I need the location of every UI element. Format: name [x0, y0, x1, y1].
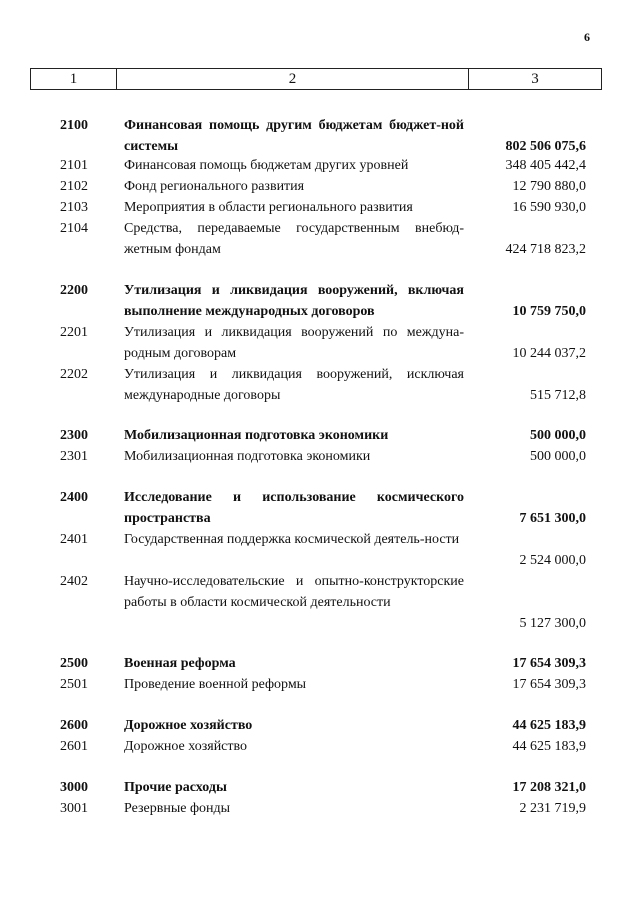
column-header-description: 2	[117, 69, 469, 89]
row-amount: 17 654 309,3	[512, 656, 586, 671]
row-description: Проведение военной реформы	[124, 677, 307, 692]
row-amount: 10 244 037,2	[512, 346, 586, 361]
row-amount: 802 506 075,6	[505, 139, 586, 154]
row-amount: 500 000,0	[530, 428, 586, 443]
row-description: Мероприятия в области регионального развития	[124, 200, 413, 215]
row-code: 2401	[60, 532, 88, 547]
column-header-code: 1	[31, 69, 117, 89]
row-code: 2202	[60, 367, 88, 382]
row-code: 2301	[60, 449, 88, 464]
row-amount: 16 590 930,0	[512, 200, 586, 215]
row-code: 2104	[60, 221, 88, 236]
row-code: 2402	[60, 574, 88, 589]
row-amount: 348 405 442,4	[505, 158, 586, 173]
row-amount: 500 000,0	[530, 449, 586, 464]
page-number: 6	[584, 30, 590, 44]
row-description: Резервные фонды	[124, 801, 231, 816]
row-code: 2601	[60, 739, 88, 754]
row-amount: 7 651 300,0	[519, 511, 586, 526]
row-description: Научно-исследовательские и опытно-конструкторские работы в области космической деятельности	[124, 574, 464, 610]
row-description: Дорожное хозяйство	[124, 739, 248, 754]
row-description: Средства, передаваемые государственным внебюд-жетным фондам	[124, 221, 464, 257]
row-code: 2101	[60, 158, 88, 173]
row-description: Фонд регионального развития	[124, 179, 305, 194]
row-code: 3001	[60, 801, 88, 816]
row-amount: 12 790 880,0	[512, 179, 586, 194]
row-amount: 44 625 183,9	[512, 739, 586, 754]
row-code: 2201	[60, 325, 88, 340]
row-amount: 515 712,8	[530, 388, 586, 403]
row-code: 2100	[60, 118, 88, 133]
row-description: Военная реформа	[124, 656, 236, 671]
row-code: 2500	[60, 656, 88, 671]
row-amount: 2 231 719,9	[519, 801, 586, 816]
row-description: Государственная поддержка космической деятель-ности	[124, 532, 460, 547]
row-code: 2300	[60, 428, 88, 443]
row-description: Финансовая помощь другим бюджетам бюджет-ной системы	[124, 118, 464, 154]
row-description: Прочие расходы	[124, 780, 227, 795]
row-code: 2600	[60, 718, 88, 733]
row-amount: 424 718 823,2	[505, 242, 586, 257]
row-code: 2103	[60, 200, 88, 215]
row-code: 2400	[60, 490, 88, 505]
row-description: Финансовая помощь бюджетам других уровней	[124, 158, 409, 173]
row-amount: 2 524 000,0	[519, 553, 586, 568]
row-amount: 5 127 300,0	[519, 616, 586, 631]
row-description: Мобилизационная подготовка экономики	[124, 449, 371, 464]
row-description: Дорожное хозяйство	[124, 718, 253, 733]
row-description: Мобилизационная подготовка экономики	[124, 428, 389, 443]
row-description: Исследование и использование космического пространства	[124, 490, 464, 526]
row-amount: 17 654 309,3	[512, 677, 586, 692]
row-amount: 17 208 321,0	[512, 780, 586, 795]
row-code: 2200	[60, 283, 88, 298]
row-description: Утилизация и ликвидация вооружений по междуна-родным договорам	[124, 325, 464, 361]
row-amount: 10 759 750,0	[512, 304, 586, 319]
row-description: Утилизация и ликвидация вооружений, включая выполнение международных договоров	[124, 283, 464, 319]
row-code: 3000	[60, 780, 88, 795]
row-description: Утилизация и ликвидация вооружений, исключая международные договоры	[124, 367, 464, 403]
row-code: 2102	[60, 179, 88, 194]
row-code: 2501	[60, 677, 88, 692]
column-header-amount: 3	[531, 70, 539, 87]
row-amount: 44 625 183,9	[512, 718, 586, 733]
